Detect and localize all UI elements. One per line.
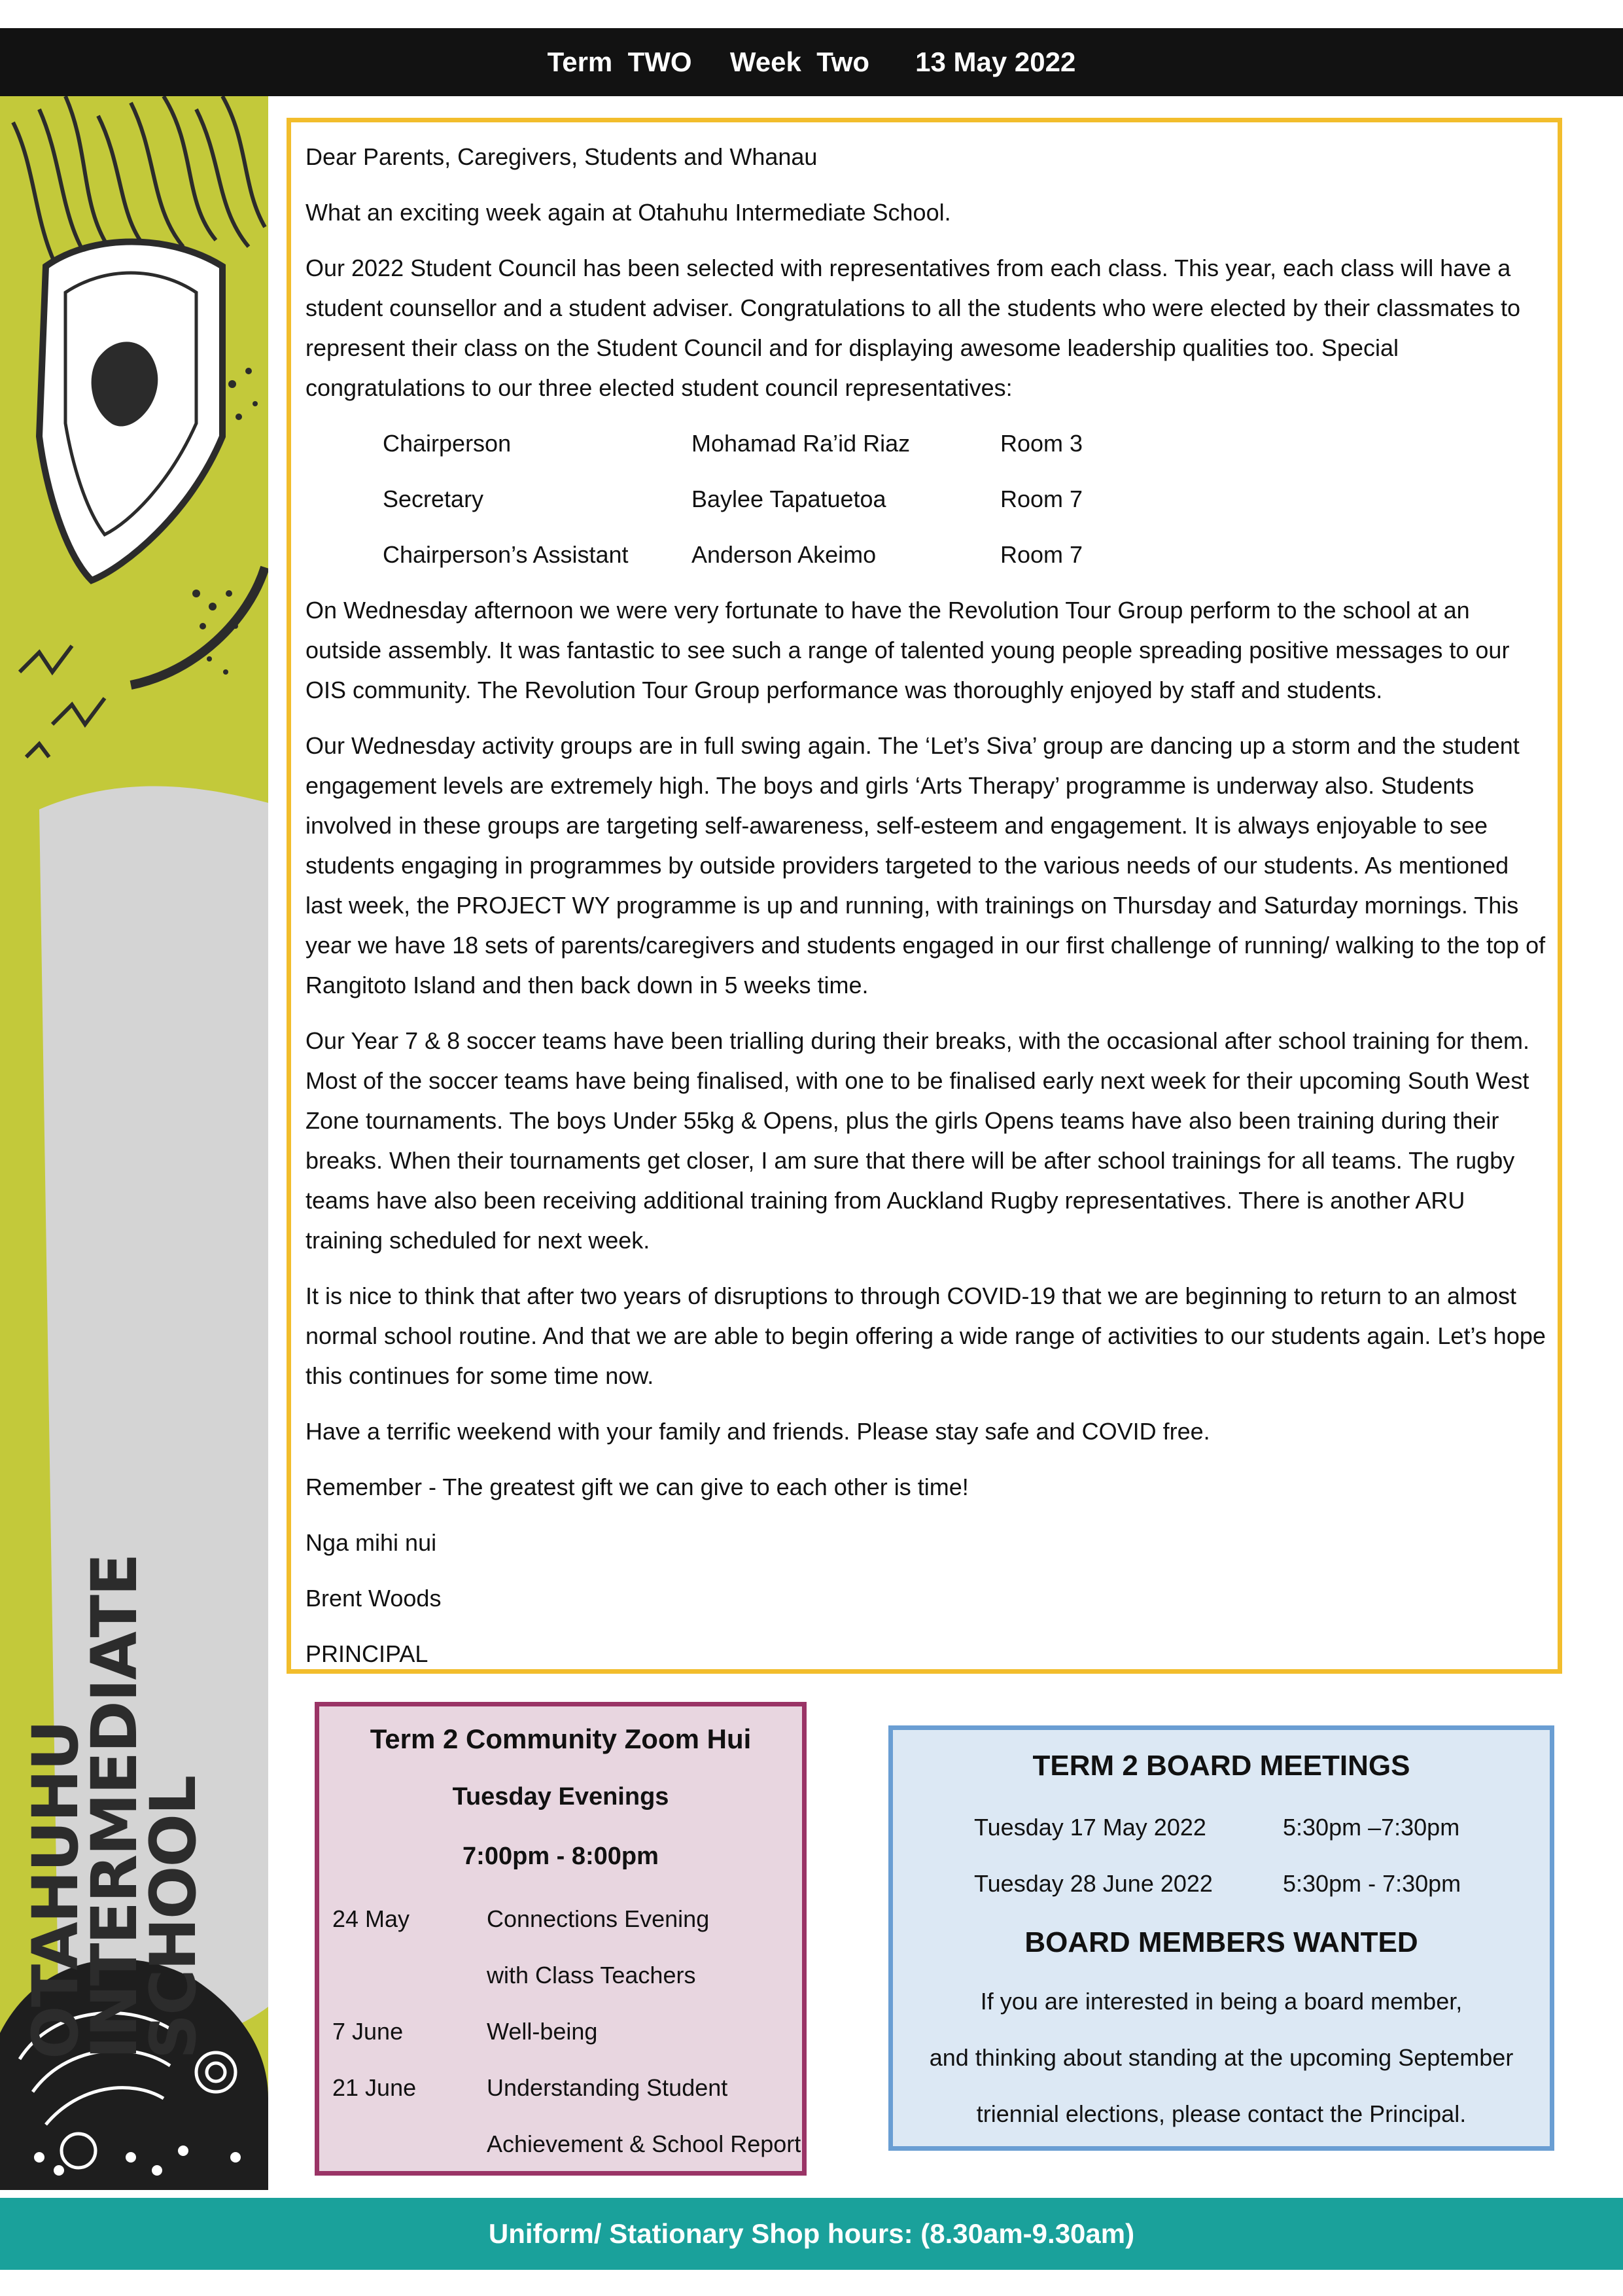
sidebar-school-name: OTAHUHU INTERMEDIATE SCHOOL bbox=[19, 1554, 210, 2059]
council-row bbox=[305, 423, 1548, 463]
letter-signoff: Nga mihi nui bbox=[305, 1529, 437, 1556]
zoom-item-topic: Achievement & School Report bbox=[487, 2130, 801, 2157]
council-room: Room 7 bbox=[1000, 486, 1083, 512]
board-meeting-date: Tuesday 17 May 2022 bbox=[974, 1814, 1206, 1841]
board-meetings-box bbox=[888, 1725, 1554, 2151]
letter-paragraph: Our 2022 Student Council has been selected with representatives from each class. This year, each class will have a student counsellor and a student adviser. Congratulations to all the students who were elected by their classmates to represent their class on the Student Council and for displaying awesome leadership qualities too. Special congratulations to our three elected student council representatives: bbox=[305, 255, 1521, 401]
letter-paragraph: Our Wednesday activity groups are in full swing again. The ‘Let’s Siva’ group are dancing up a storm and the student engagement levels are extremely high. The boys and girls ‘Arts Therapy’ programme is underway also. Students involved in these groups are targeting self-awareness, self-esteem and engagement. It is always enjoyable to see students engaging in programmes by outside providers targeted to the various needs of our students. As mentioned last week, the PROJECT WY programme is up and running, with trainings on Thursday and Saturday mornings. This year we have 18 sets of parents/caregivers and students engaged in our first challenge of running/ walking to the top of Rangitoto Island and then back down in 5 weeks time. bbox=[305, 732, 1546, 998]
zoom-item-topic: Understanding Student bbox=[487, 2074, 728, 2101]
footer-text: Uniform/ Stationary Shop hours: (8.30am-9.30am) bbox=[488, 2218, 1135, 2249]
zoom-item-date: 24 May bbox=[332, 1905, 410, 1932]
zoom-item-topic: Connections Evening bbox=[487, 1905, 710, 1932]
letter-paragraph: On Wednesday afternoon we were very fortunate to have the Revolution Tour Group perform to the school at an outside assembly. It was fantastic to see such a range of talented young people spreading positive messages to our OIS community. The Revolution Tour Group performance was thoroughly enjoyed by staff and students. bbox=[305, 597, 1510, 703]
council-role: Secretary bbox=[383, 486, 484, 512]
council-room: Room 3 bbox=[1000, 430, 1083, 457]
letter-signature-name: Brent Woods bbox=[305, 1585, 442, 1612]
board-meeting-date: Tuesday 28 June 2022 bbox=[974, 1870, 1213, 1897]
school-sidebar bbox=[0, 96, 268, 2190]
zoom-item-date: 7 June bbox=[332, 2018, 404, 2045]
board-meeting-time: 5:30pm - 7:30pm bbox=[1283, 1870, 1461, 1897]
board-meeting-time: 5:30pm –7:30pm bbox=[1283, 1814, 1460, 1841]
header-week: Week Two bbox=[729, 46, 870, 77]
zoom-hui-box bbox=[315, 1702, 807, 2176]
council-role: Chairperson bbox=[383, 430, 512, 457]
letter-signature-title: PRINCIPAL bbox=[305, 1640, 428, 1667]
council-name: Mohamad Ra’id Riaz bbox=[691, 430, 911, 457]
zoom-item-topic: with Class Teachers bbox=[487, 1962, 696, 1988]
student-council-table bbox=[305, 423, 1548, 574]
board-meetings-title: TERM 2 BOARD MEETINGS bbox=[1032, 1750, 1410, 1782]
council-row bbox=[305, 479, 1548, 519]
letter-paragraph: What an exciting week again at Otahuhu Intermediate School. bbox=[305, 199, 951, 226]
zoom-item-topic: Well-being bbox=[487, 2018, 598, 2045]
letter-paragraph: Have a terrific weekend with your family and friends. Please stay safe and COVID free. bbox=[305, 1418, 1210, 1445]
header-term: Term TWO bbox=[547, 46, 692, 77]
header-bar bbox=[0, 28, 1623, 96]
header-date: 13 May 2022 bbox=[915, 46, 1076, 77]
letter-paragraph: Remember - The greatest gift we can give to each other is time! bbox=[305, 1474, 969, 1500]
zoom-hui-subtitle: Tuesday Evenings bbox=[452, 1783, 669, 1810]
zoom-item-date: 21 June bbox=[332, 2074, 417, 2101]
zoom-hui-time: 7:00pm - 8:00pm bbox=[462, 1843, 659, 1870]
board-wanted-text: and thinking about standing at the upcoming September bbox=[929, 2044, 1514, 2071]
principal-letter bbox=[287, 118, 1562, 1674]
council-name: Anderson Akeimo bbox=[691, 541, 877, 568]
footer-shop-hours bbox=[0, 2198, 1623, 2270]
board-wanted-text: triennial elections, please contact the Principal. bbox=[976, 2100, 1467, 2127]
letter-greeting: Dear Parents, Caregivers, Students and Whanau bbox=[305, 143, 818, 170]
letter-paragraph: It is nice to think that after two years of disruptions to through COVID-19 that we are beginning to return to an almost normal school routine. And that we are able to begin offering a wide range of activities to our students again. Let’s hope this continues for some time now. bbox=[305, 1282, 1546, 1389]
board-members-wanted-title: BOARD MEMBERS WANTED bbox=[1024, 1926, 1418, 1958]
council-room: Room 7 bbox=[1000, 541, 1083, 568]
council-role: Chairperson’s Assistant bbox=[383, 541, 629, 568]
letter-paragraph: Our Year 7 & 8 soccer teams have been trialling during their breaks, with the occasional after school training for them. Most of the soccer teams have being finalised, with one to be finalised early next week for their upcoming South West Zone tournaments. The boys Under 55kg & Opens, plus the girls Opens teams have also been training during their breaks. When their tournaments get closer, I am sure that there will be after school trainings for all teams. The rugby teams have also been receiving additional training from Auckland Rugby representatives. There is another ARU training scheduled for next week. bbox=[305, 1027, 1529, 1254]
council-row bbox=[305, 535, 1548, 574]
board-wanted-text: If you are interested in being a board member, bbox=[980, 1988, 1463, 2015]
council-name: Baylee Tapatuetoa bbox=[691, 486, 886, 512]
zoom-hui-title: Term 2 Community Zoom Hui bbox=[370, 1723, 752, 1754]
